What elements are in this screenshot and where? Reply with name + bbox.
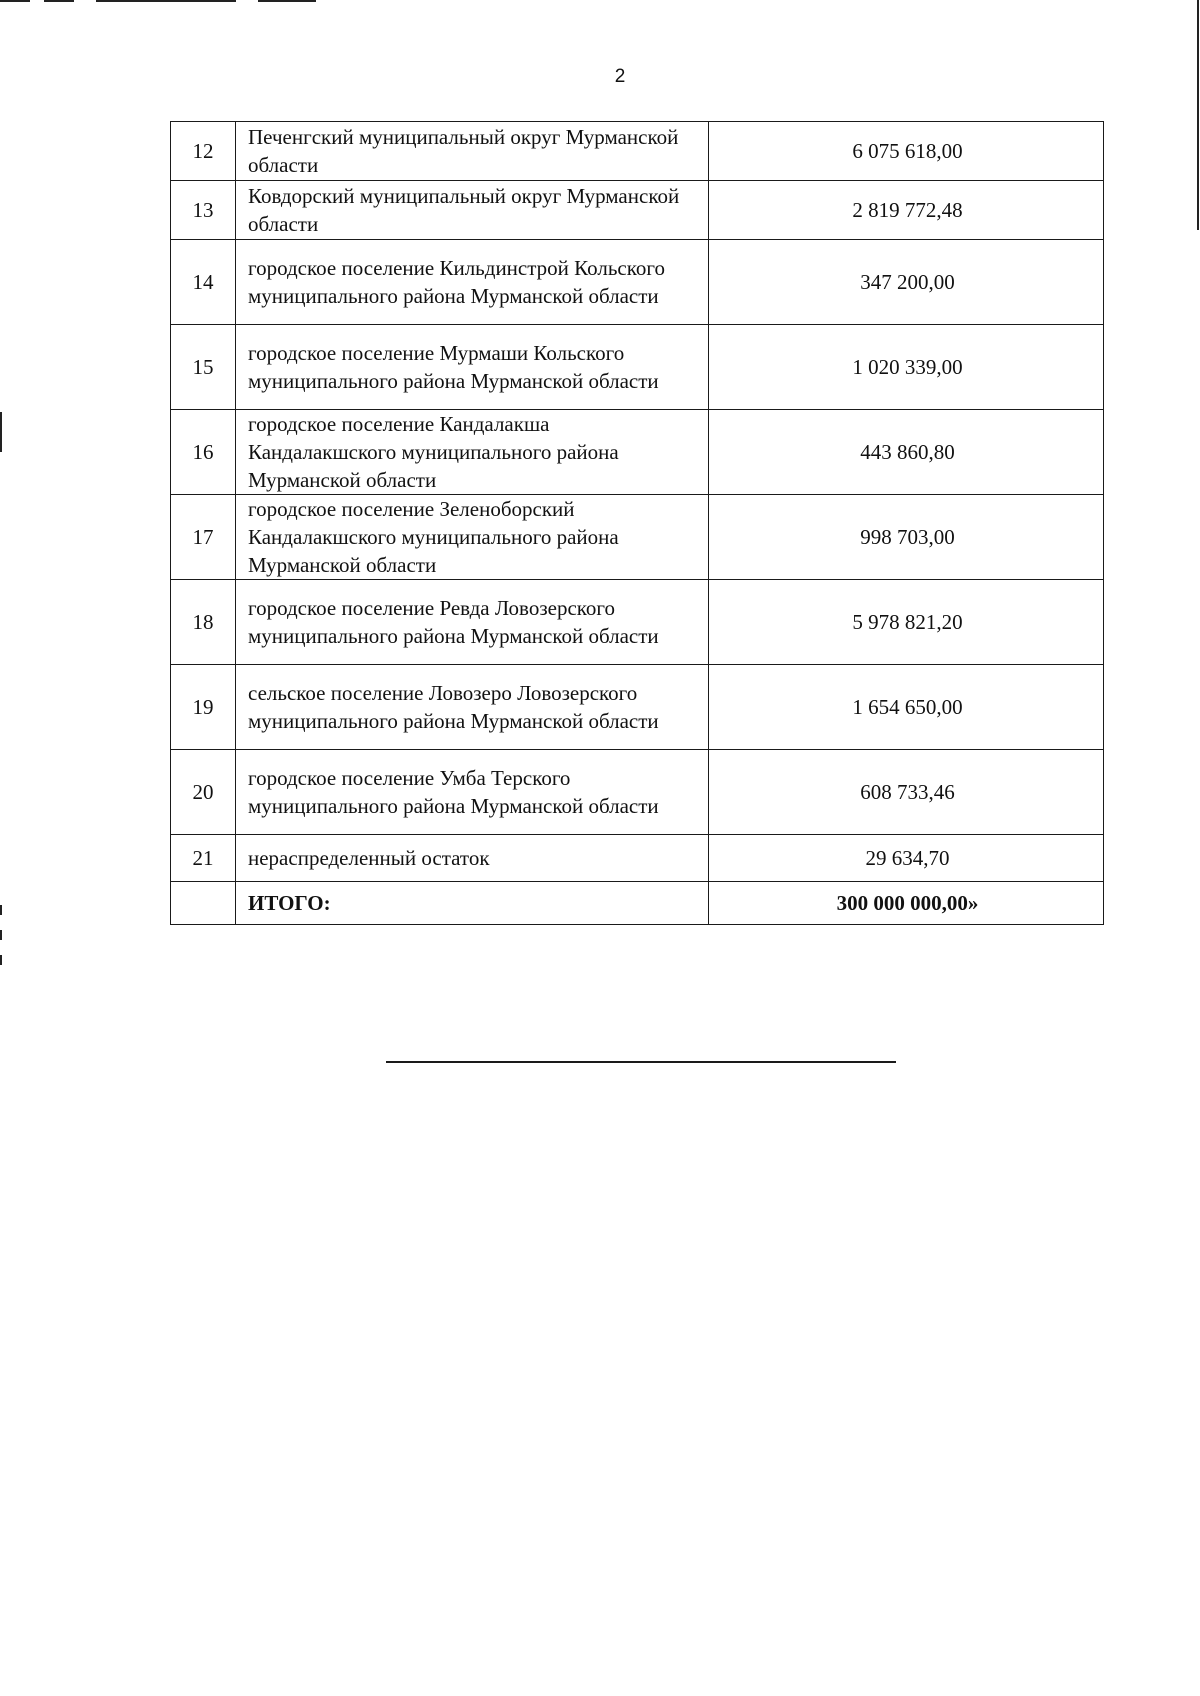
page-number: 2 bbox=[614, 66, 626, 87]
scan-artifact-left-1 bbox=[0, 412, 2, 452]
table-row bbox=[171, 580, 1104, 665]
row-municipality: нераспределенный остаток bbox=[236, 835, 709, 882]
row-municipality: городское поселение Мурмаши Кольского муниципального района Мурманской области bbox=[236, 325, 709, 410]
table-row bbox=[171, 240, 1104, 325]
row-number: 14 bbox=[171, 240, 236, 325]
row-number: 18 bbox=[171, 580, 236, 665]
row-amount: 29 634,70 bbox=[709, 835, 1104, 882]
row-municipality: городское поселение Ревда Ловозерского муниципального района Мурманской области bbox=[236, 580, 709, 665]
row-municipality: Печенгский муниципальный округ Мурманской области bbox=[236, 122, 709, 181]
total-label: ИТОГО: bbox=[236, 882, 709, 925]
row-amount: 608 733,46 bbox=[709, 750, 1104, 835]
row-municipality: сельское поселение Ловозеро Ловозерского муниципального района Мурманской области bbox=[236, 665, 709, 750]
scan-artifact-left-3 bbox=[0, 930, 2, 940]
table-row bbox=[171, 325, 1104, 410]
row-amount: 443 860,80 bbox=[709, 410, 1104, 495]
row-number: 19 bbox=[171, 665, 236, 750]
scan-artifact-top-4 bbox=[258, 0, 316, 2]
row-municipality: городское поселение Умба Терского муниципального района Мурманской области bbox=[236, 750, 709, 835]
scan-artifact-right-edge bbox=[1197, 0, 1199, 230]
scan-artifact-top-1 bbox=[0, 0, 30, 2]
scan-artifact-left-2 bbox=[0, 905, 2, 915]
scan-artifact-top-3 bbox=[96, 0, 236, 2]
table-row bbox=[171, 410, 1104, 495]
scan-artifact-left-4 bbox=[0, 955, 2, 965]
row-amount: 2 819 772,48 bbox=[709, 181, 1104, 240]
row-number: 16 bbox=[171, 410, 236, 495]
row-number: 21 bbox=[171, 835, 236, 882]
row-number: 20 bbox=[171, 750, 236, 835]
row-municipality: Ковдорский муниципальный округ Мурманской области bbox=[236, 181, 709, 240]
table-row bbox=[171, 665, 1104, 750]
row-amount: 347 200,00 bbox=[709, 240, 1104, 325]
row-municipality: городское поселение Зеленоборский Кандалакшского муниципального района Мурманской области bbox=[236, 495, 709, 580]
table-row bbox=[171, 181, 1104, 240]
row-amount: 1 020 339,00 bbox=[709, 325, 1104, 410]
row-amount: 998 703,00 bbox=[709, 495, 1104, 580]
table-row bbox=[171, 122, 1104, 181]
allocation-table bbox=[170, 121, 1104, 925]
row-number: 12 bbox=[171, 122, 236, 181]
row-amount: 6 075 618,00 bbox=[709, 122, 1104, 181]
row-municipality: городское поселение Кильдинстрой Кольского муниципального района Мурманской области bbox=[236, 240, 709, 325]
table-row bbox=[171, 495, 1104, 580]
table-row bbox=[171, 835, 1104, 882]
allocation-table-body bbox=[171, 122, 1104, 925]
table-row bbox=[171, 750, 1104, 835]
row-number: 17 bbox=[171, 495, 236, 580]
row-number: 15 bbox=[171, 325, 236, 410]
row-municipality: городское поселение Кандалакша Кандалакшского муниципального района Мурманской области bbox=[236, 410, 709, 495]
row-number: 13 bbox=[171, 181, 236, 240]
scan-artifact-top-2 bbox=[44, 0, 74, 2]
total-row bbox=[171, 882, 1104, 925]
total-amount: 300 000 000,00» bbox=[709, 882, 1104, 925]
end-divider-line bbox=[386, 1061, 896, 1063]
row-amount: 1 654 650,00 bbox=[709, 665, 1104, 750]
total-number bbox=[171, 882, 236, 925]
row-amount: 5 978 821,20 bbox=[709, 580, 1104, 665]
